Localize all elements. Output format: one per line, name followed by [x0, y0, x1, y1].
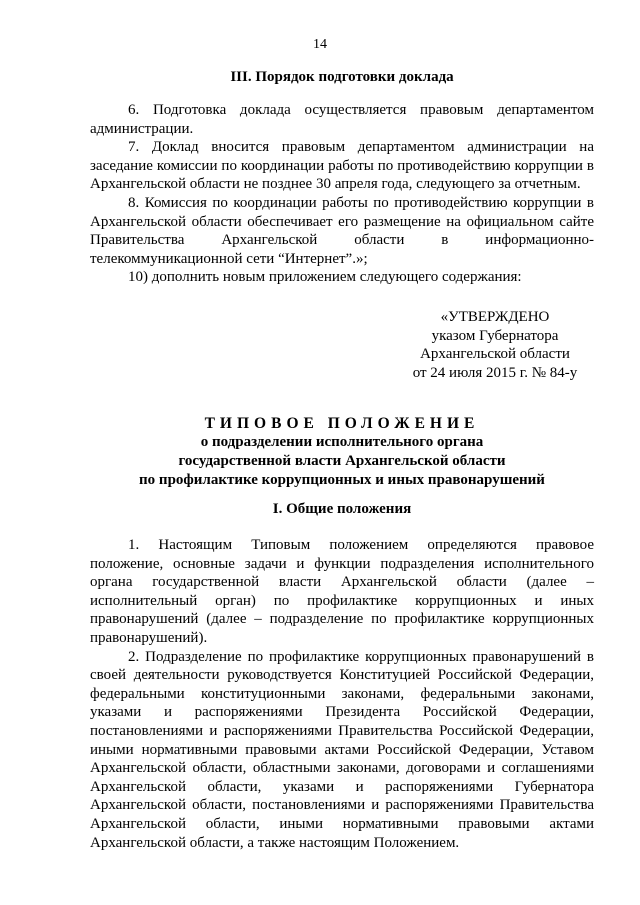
- section-3: [90, 68, 594, 87]
- title-line-4: по профилактике коррупционных и иных правонарушений: [139, 472, 545, 488]
- paragraph-1: 1. Настоящим Типовым положением определяются правовое положение, основные задачи и функции подразделения исполнительного органа государственной власти Архангельской области (далее – исполнительный орган) по профилактике коррупционных и иных правонарушений (далее – подразделение по профилактике коррупционных правонарушений).: [90, 537, 594, 646]
- document-title: [60, 414, 624, 490]
- paragraph-6: 6. Подготовка доклада осуществляется правовым департаментом администрации.: [90, 102, 594, 137]
- paragraph-2: 2. Подразделение по профилактике коррупционных правонарушений в своей деятельности руководствуется Конституцией Российской Федерации, федеральными конституционными законами, федеральными законами, указами и распоряжениями Президента Российской Федерации, постановлениями и распоряжениями Правительства Российской Федерации, иными нормативными правовыми актами Российской Федерации, Уставом Архангельской области, областными законами, договорами и соглашениями Архангельской области, указами и распоряжениями Губернатора Архангельской области, постановлениями и распоряжениями Правительства Архангельской области, иными нормативными правовыми актами Архангельской области, а также настоящим Положением.: [90, 648, 594, 851]
- paragraph-8: 8. Комиссия по координации работы по противодействию коррупции в Архангельской области обеспечивает его размещение на официальном сайте Правительства Архангельской области в информационно-телекоммуникационной сети “Интернет”.»;: [90, 194, 594, 267]
- section-1-heading: I. Общие положения: [272, 501, 412, 517]
- approval-line-4: от 24 июля 2015 г. № 84-у: [412, 364, 578, 381]
- section-3-heading: III. Порядок подготовки доклада: [230, 69, 454, 85]
- section-3-body: [90, 101, 594, 287]
- paragraph-7: 7. Доклад вносится правовым департаментом администрации на заседание комиссии по координации работы по противодействию коррупции в Архангельской области не позднее 30 апреля года, следующего за отчетным.: [90, 139, 594, 193]
- title-line-1: ТИПОВОЕ ПОЛОЖЕНИЕ: [204, 415, 480, 432]
- section-1: [90, 500, 594, 519]
- section-1-body: [90, 536, 594, 852]
- page-number: 14: [313, 37, 327, 52]
- approval-line-1: «УТВЕРЖДЕНО: [440, 309, 550, 325]
- approval-line-2: указом Губернатора: [431, 327, 559, 344]
- title-line-3: государственной власти Архангельской области: [178, 453, 506, 469]
- title-line-2: о подразделении исполнительного органа: [200, 434, 484, 450]
- approval-block: [400, 308, 590, 382]
- paragraph-10: 10) дополнить новым приложением следующего содержания:: [128, 269, 522, 286]
- approval-line-3: Архангельской области: [420, 346, 570, 363]
